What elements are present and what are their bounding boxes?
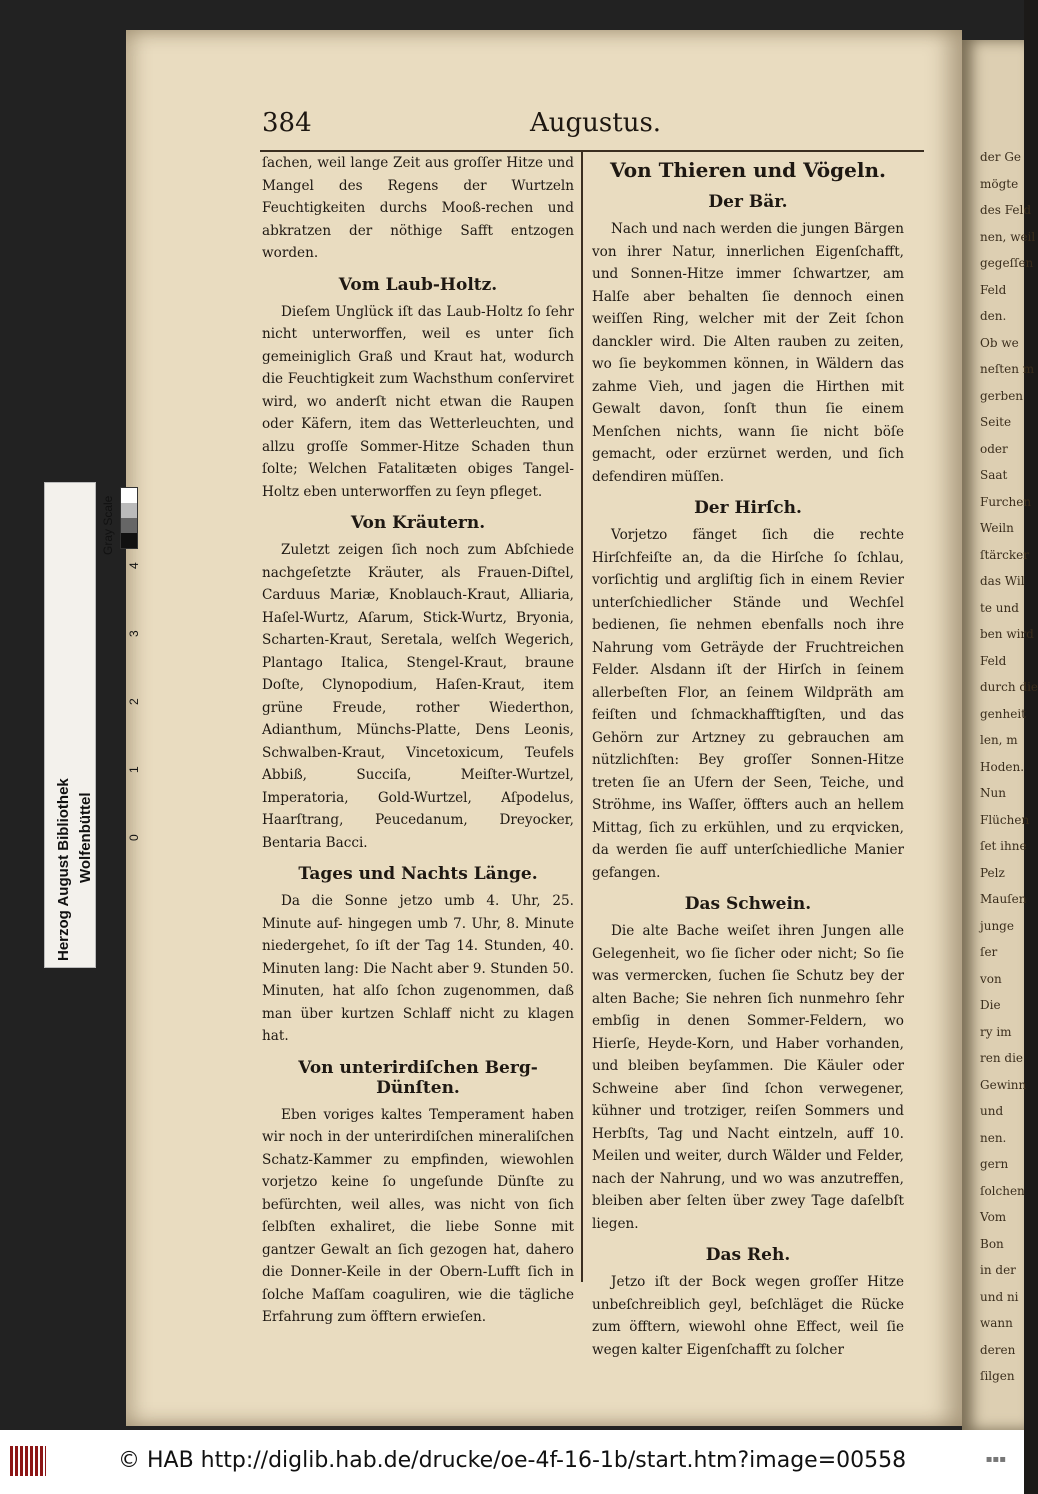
facing-page-fragment: Flüchen: [980, 812, 1030, 827]
facing-page-fragment: den.: [980, 309, 1007, 323]
facing-page-fragment: wann: [980, 1316, 1013, 1330]
paragraph: Jetzo iſt der Bock wegen groſſer Hitze unbeſchreiblich geyl, beſchläget die Rücke zum öfftern, wiewohl ohne Effect, weil ſie wegen kalter Eigenſchafft zu ſolcher: [592, 1274, 904, 1358]
facing-page-fragment: neſten m: [980, 362, 1035, 376]
paragraph: ſachen, weil lange Zeit aus groſſer Hitze und Mangel des Regens der Wurtzeln Feuchtigkeiten durchs Mooß-rechen und abkratzen der nöthige Safft entzogen worden.: [262, 155, 574, 261]
facing-page-fragment: von: [980, 971, 1002, 986]
footer-bar: [0, 1430, 1024, 1494]
paragraph: Die alte Bache weiſet ihren Jungen alle Gelegenheit, wo ſie ſicher oder nicht; So ſie was vermercken, ſuchen ſie Schutz bey der alten Bache; Sie nehren ſich nunmehro ſehr embſig in denen Sommer-Feldern, wo Hierſe, Heyde-Korn, und Haber vorhanden, und bleiben beyſammen. Die Käuler oder Schweine aber ſind ſchon verwegener, kühner und trotziger, reiſen Sommers und Herbſts, Tag und Nacht eintzeln, auff 10. Meilen und weiter, durch Wälder und Felder, nach der Nahrung, und wo was anzutreffen, bleiben aber ſelten über zwey Tage daſelbſt liegen.: [592, 923, 904, 1232]
facing-page-fragment: gern: [980, 1157, 1009, 1171]
ruler-tick-label: 3: [127, 630, 141, 637]
facing-page-fragment: oder: [980, 441, 1008, 456]
facing-page-fragment: durch die: [980, 680, 1038, 694]
section-heading: Tages und Nachts Länge.: [298, 864, 538, 884]
section-heading: Von unterirdiſchen Berg-Dünſten.: [298, 1057, 538, 1098]
hab-logo-icon[interactable]: [10, 1446, 46, 1476]
facing-page-fragment: Pelz: [980, 865, 1005, 880]
facing-page-fragment: nen, weil: [980, 229, 1036, 244]
facing-page-fragment: des Feld: [980, 203, 1032, 217]
paragraph: Nach und nach werden die jungen Bärgen von ihrer Natur, innerlichen Eigenſchafft, und Sonnen-Hitze immer ſchwartzer, am Halſe aber behalten ſie dennoch einen weiſſen Ring, welcher mit der Zeit ſchon danckler wird. Die Alten rauben zu zeiten, wo ſie beykommen können, in Wäldern das zahme Vieh, und jagen die Hirthen mit Gewalt davon, ſonſt thun ſie einem Menſchen nichts, wann ſie nicht böſe gemacht, oder erzürnet werden, und ſich defendiren müſſen.: [592, 221, 904, 485]
facing-page-fragment: len, m: [980, 733, 1018, 747]
section-heading: Das Reh.: [705, 1245, 791, 1265]
gray-scale-ruler: [44, 482, 141, 968]
paragraph: Dieſem Unglück iſt das Laub-Holtz ſo ſehr nicht unterworffen, weil es unter ſich gemeiniglich Graß und Kraut hat, wodurch die Feuchtigkeit zum Wachsthum conſerviret wird, wo anderſt nicht etwan die Raupen oder Käfern, item das Wetterleuchten, und allzu groſſe Sommer-Hitze Schaden thun ſolte; Welchen Fatalitæten obiges Tangel-Holtz eben unterworffen zu ſeyn pfleget.: [262, 303, 574, 500]
section-heading: Von Thieren und Vögeln.: [610, 158, 886, 182]
section-heading: Der Hirſch.: [694, 498, 802, 518]
facing-page-fragment: Vom: [980, 1210, 1007, 1224]
ruler-tick-label: 2: [127, 698, 141, 705]
section-heading: Vom Laub-Holtz.: [338, 274, 498, 295]
facing-page-fragment: und: [980, 1104, 1004, 1118]
facing-page-fragment: Hoden.: [980, 759, 1025, 774]
facing-page-fragment: Weiln: [980, 521, 1014, 535]
paragraph: Da die Sonne jetzo umb 4. Uhr, 25. Minute auf- hingegen umb 7. Uhr, 8. Minute niedergehet, ſo iſt der Tag 14. Stunden, 40. Minuten lang: Die Nacht aber 9. Stunden 50. Minuten, hat alſo ſchon zugenommen, daß man über kurtzen Schlaff nicht zu klagen hat.: [262, 893, 574, 1044]
facing-page-fragment: deren: [980, 1342, 1016, 1357]
facing-page-fragment: junge: [980, 918, 1014, 933]
facing-page-edge: [962, 40, 1038, 1430]
page-indicator: ▪▪▪: [985, 1454, 1006, 1465]
ruler-scale-label: Gray Scale: [101, 495, 115, 555]
ruler-tick-label: 0: [127, 834, 141, 841]
facing-page-fragment: ry im: [980, 1024, 1012, 1039]
section-heading: Das Schwein.: [684, 894, 812, 914]
facing-page-fragment: in der: [980, 1263, 1016, 1277]
paragraph: Eben voriges kaltes Temperament haben wir noch in der unterirdiſchen mineraliſchen Schatz-Kammer zu empfinden, wiewohlen vorjetzo keine ſo ungeſunde Dünſte zu befürchten, weil alles, was nicht von ſich ſelbſten exhaliret, die liebe Sonne mit gantzer Gewalt an ſich gezogen hat, dahero die Donner-Keile in der Obern-Lufft ſich in ſolche Maſſam coaguliren, wie die tägliche Erfahrung zum öfftern erwieſen.: [262, 1106, 574, 1325]
facing-page-fragment: ſet ihne: [980, 839, 1027, 853]
facing-page-fragment: ſer: [980, 945, 998, 959]
page-number: 384: [262, 108, 312, 138]
running-title: Augustus.: [530, 108, 662, 138]
facing-page-fragment: gerben: [980, 388, 1024, 403]
facing-page-fragment: genheit: [980, 706, 1027, 721]
facing-page-fragment: Mauſen: [980, 892, 1027, 906]
source-credit-link[interactable]: © HAB http://diglib.hab.de/drucke/oe-4f-16-1b/start.htm?image=00558: [118, 1448, 907, 1473]
facing-page-fragment: ſilgen: [980, 1369, 1015, 1383]
facing-page-fragment: Ob we: [980, 335, 1019, 350]
facing-page-fragment: Seite: [980, 415, 1012, 429]
facing-page-fragment: ben wird: [980, 627, 1034, 641]
facing-page-fragment: mögte: [980, 176, 1019, 191]
facing-page-fragment: Feld: [980, 653, 1007, 668]
facing-page-fragment: nen.: [980, 1130, 1007, 1145]
left-column: [262, 152, 574, 1329]
running-head: [262, 108, 922, 150]
facing-page-fragment: und ni: [980, 1289, 1019, 1304]
facing-page-fragment: Bon: [980, 1236, 1004, 1251]
section-heading: Der Bär.: [708, 192, 788, 212]
facing-page-fragment: das Wil: [980, 574, 1025, 588]
facing-page-fragment: Furchen: [980, 494, 1032, 509]
facing-page-fragment: Feld: [980, 282, 1007, 297]
facing-page-fragment: Gewinn: [980, 1077, 1027, 1092]
facing-page-fragment: Saat: [980, 468, 1008, 482]
right-column: [592, 152, 904, 1361]
facing-page-fragment: gegeſſen: [980, 256, 1034, 270]
paragraph: Vorjetzo fänget ſich die rechte Hirſchfeiſte an, da die Hirſche ſo ſchlau, vorſichtig und argliſtig ſich in einem Revier unterſchiedlicher Stände und Wechſel bedienen, ſie nehmen ebenfalls noch ihre Nahrung vom Geträyde der Fruchtreichen Felder. Alsdann iſt der Hirſch in ſeinem allerbeſten Flor, an ſeinem Wildpräth am feiſten und ſchmackhafftigſten, und das Gehörn zur Artzney zu gebrauchen am nützlichſten: Bey groſſer Sonnen-Hitze treten ſie an Ufern der Seen, Teiche, und Ströhme, ins Waſſer, öffters auch an hellem Mittag, ſich zu erkühlen, und zu erqvicken, da werden ſie auff unterſchiedliche Manier gefangen.: [592, 527, 904, 881]
facing-page-fragment: Nun: [980, 786, 1006, 800]
column-divider: [581, 152, 583, 1282]
facing-page-fragment: Die: [980, 998, 1001, 1012]
section-heading: Von Kräutern.: [350, 513, 486, 533]
ruler-tick-label: 4: [127, 562, 141, 569]
facing-page-fragment: ren die: [980, 1051, 1024, 1065]
paragraph: Zuletzt zeigen ſich noch zum Abſchiede nachgeſetzte Kräuter, als Frauen-Diſtel, Carduus Mariæ, Knoblauch-Kraut, Alliaria, Haſel-Wurtz, Aſarum, Stick-Wurtz, Bryonia, Scharten-Kraut, Seretala, welſch Wegerich, Plantago Italica, Stengel-Kraut, braune Doſte, Clynopodium, Haſen-Kraut, item grüne Freude, rother Wiederthon, Adianthum, Münchs-Platte, Dens Leonis, Schwalben-Kraut, Vincetoxicum, Teufels Abbiß, Succiſa, Meiſter-Wurtzel, Imperatoria, Gold-Wurtzel, Aſpodelus, Haarſtrang, Peucedanum, Dreyocker, Bentaria Bacci.: [262, 542, 574, 851]
ruler-city-label: Wolfenbüttel: [77, 792, 94, 883]
facing-page-fragment: ſolchen: [980, 1183, 1025, 1198]
facing-page-fragment: der Ge: [980, 150, 1022, 164]
ruler-library-label: Herzog August Bibliothek: [55, 778, 72, 961]
gray-swatch: [120, 487, 138, 549]
ruler-tick-label: 1: [127, 766, 141, 773]
facing-page-fragment: ſtärcker: [980, 547, 1029, 562]
facing-page-fragment: te und: [980, 600, 1019, 615]
